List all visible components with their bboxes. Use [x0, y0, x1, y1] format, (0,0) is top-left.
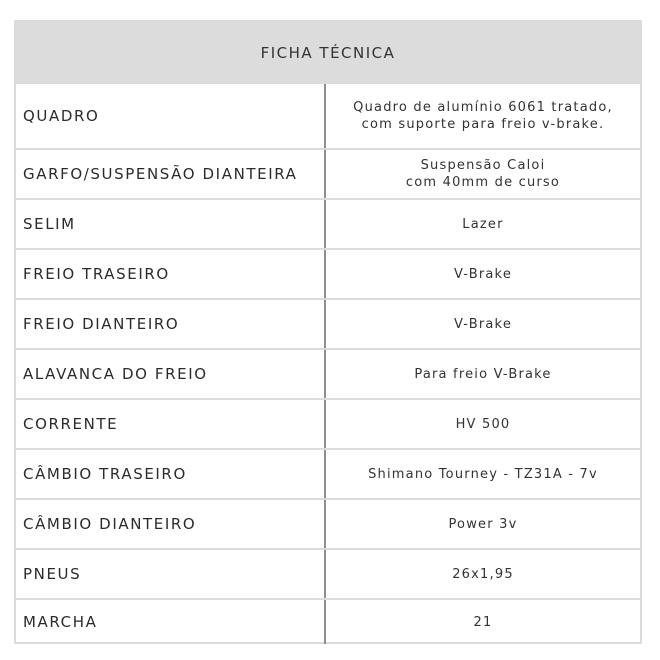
table-row	[16, 349, 640, 399]
spec-value: 21	[473, 614, 493, 630]
spec-value: Power 3v	[325, 499, 640, 549]
spec-sheet	[14, 20, 642, 644]
spec-sheet-title: FICHA TÉCNICA	[16, 22, 640, 84]
spec-label: FREIO DIANTEIRO	[16, 299, 325, 349]
table-row	[16, 599, 640, 644]
table-row	[16, 399, 640, 449]
spec-label: CÂMBIO TRASEIRO	[16, 449, 325, 499]
spec-value: Quadro de alumínio 6061 tratado, com suporte para freio v-brake.	[325, 84, 640, 149]
table-row	[16, 149, 640, 199]
spec-label: FREIO TRASEIRO	[16, 249, 325, 299]
spec-label: MARCHA	[16, 599, 325, 644]
spec-table	[16, 84, 640, 644]
spec-label: QUADRO	[16, 84, 325, 149]
spec-label: ALAVANCA DO FREIO	[16, 349, 325, 399]
spec-value: V-Brake	[325, 249, 640, 299]
table-row	[16, 249, 640, 299]
spec-value: 26x1,95	[325, 549, 640, 599]
table-row	[16, 549, 640, 599]
table-row	[16, 449, 640, 499]
spec-value: Shimano Tourney - TZ31A - 7v	[325, 449, 640, 499]
table-row	[16, 299, 640, 349]
spec-value: Lazer	[325, 199, 640, 249]
spec-label: CORRENTE	[16, 399, 325, 449]
spec-label: GARFO/SUSPENSÃO DIANTEIRA	[16, 149, 325, 199]
spec-value: V-Brake	[325, 299, 640, 349]
table-row	[16, 84, 640, 149]
spec-label: CÂMBIO DIANTEIRO	[16, 499, 325, 549]
table-row	[16, 499, 640, 549]
spec-value: Para freio V-Brake	[325, 349, 640, 399]
spec-value: HV 500	[325, 399, 640, 449]
spec-label: PNEUS	[16, 549, 325, 599]
table-row	[16, 199, 640, 249]
spec-label: SELIM	[16, 199, 325, 249]
spec-value: Suspensão Caloi com 40mm de curso	[325, 149, 640, 199]
